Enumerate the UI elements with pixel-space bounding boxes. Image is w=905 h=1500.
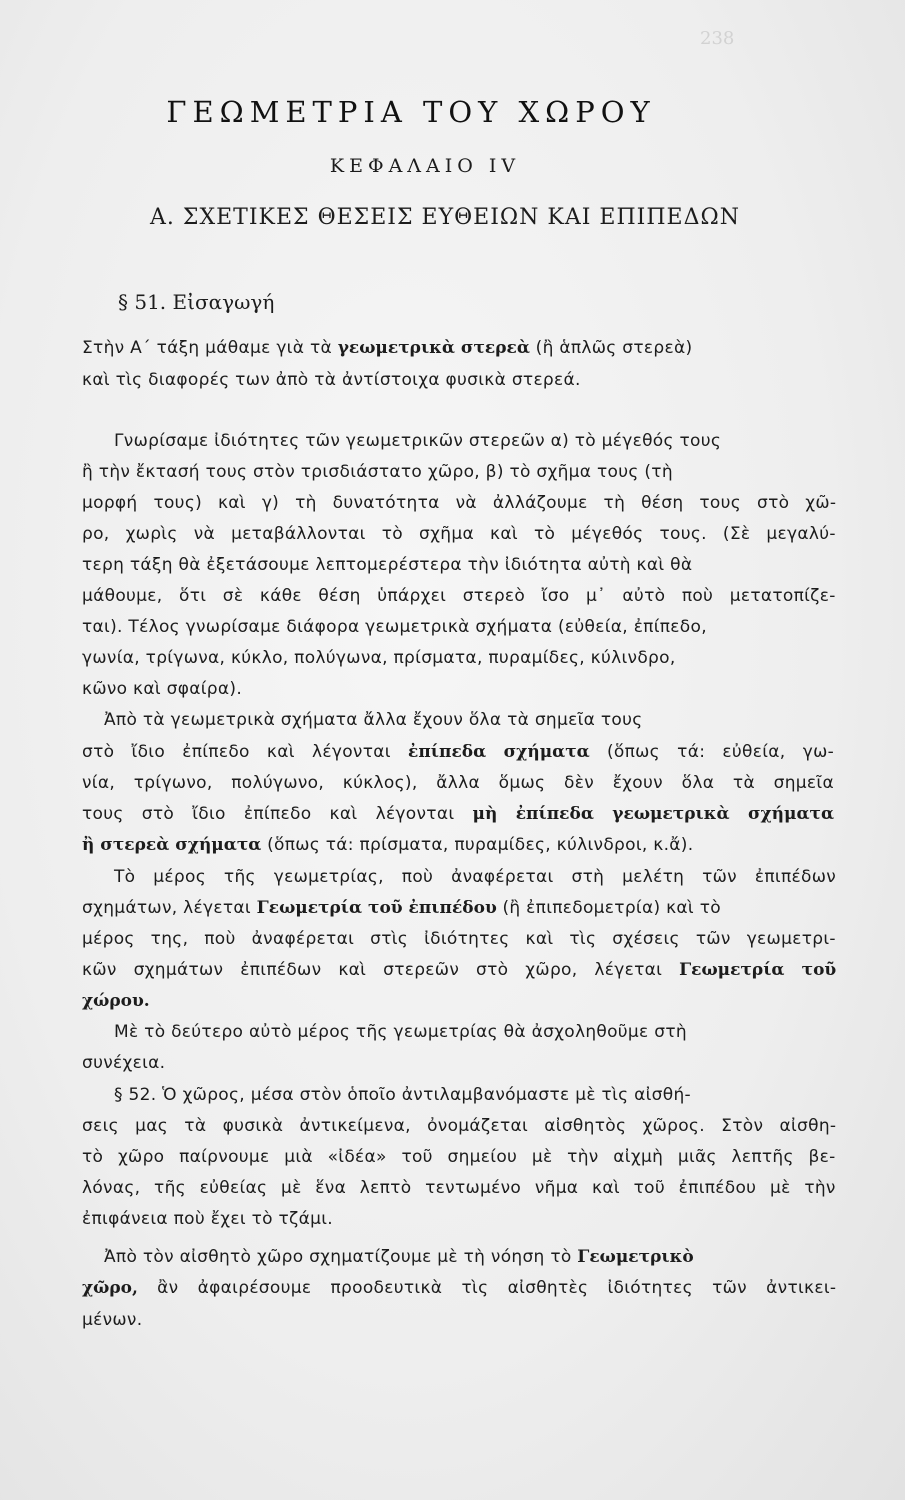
- text-run: Στὴν Α΄ τάξη μάθαμε γιὰ τὰ: [82, 338, 338, 358]
- text-run: κῶν σχημάτων ἐπιπέδων καὶ στερεῶν στὸ χῶρο, λέγεται: [82, 960, 680, 980]
- text-run: στὸ ἴδιο ἐπίπεδο καὶ λέγονται: [82, 742, 409, 762]
- text-line: [82, 462, 673, 482]
- text-line: [82, 1209, 333, 1229]
- text-line: [82, 773, 834, 793]
- text-line: [82, 555, 692, 575]
- text-run: μένων.: [82, 1310, 143, 1330]
- text-run: Ἀπὸ τὸν αἰσθητὸ χῶρο σχηματίζουμε μὲ τὴ νόηση τὸ: [104, 1247, 578, 1267]
- text-line: [82, 679, 242, 699]
- text-run: § 52. Ὁ χῶρος, μέσα στὸν ὁποῖο ἀντιλαμβανόμαστε μὲ τὶς αἰσθή-: [114, 1085, 691, 1105]
- text-run: (ἢ ἁπλῶς στερεὰ): [529, 338, 693, 358]
- text-line: [82, 960, 836, 980]
- text-run: ρο, χωρὶς νὰ μεταβάλλονται τὸ σχῆμα καὶ τὸ μέγεθός τους. (Σὲ μεγαλύ-: [82, 524, 836, 544]
- text-run: Τὸ μέρος τῆς γεωμετρίας, ποὺ ἀναφέρεται στὴ μελέτη τῶν ἐπιπέδων: [114, 867, 837, 887]
- text-run: ἢ τὴν ἔκτασή τους στὸν τρισδιάστατο χῶρο, β) τὸ σχῆμα τους (τὴ: [82, 462, 673, 482]
- text-line: [82, 370, 581, 390]
- text-run: τους στὸ ἴδιο ἐπίπεδο καὶ λέγονται: [82, 804, 473, 824]
- text-run: σεις μας τὰ φυσικὰ ἀντικείμενα, ὀνομάζεται αἰσθητὸς χῶρος. Στὸν αἰσθη-: [82, 1116, 837, 1136]
- text-run: μέρος της, ποὺ ἀναφέρεται στὶς ἰδιότητες καὶ τὶς σχέσεις τῶν γεωμετρι-: [82, 929, 836, 949]
- section-51-heading: § 51. Εἰσαγωγή: [118, 290, 275, 314]
- text-run: (ἢ ἐπιπεδομετρία) καὶ τὸ: [496, 898, 721, 918]
- text-run: λόνας, τῆς εὐθείας μὲ ἕνα λεπτὸ τεντωμένο νῆμα καὶ τοῦ ἐπιπέδου μὲ τὴν: [82, 1178, 836, 1198]
- text-line: [82, 1147, 836, 1167]
- text-run: γωνία, τρίγωνα, κύκλο, πολύγωνα, πρίσματα, πυραμίδες, κύλινδρο,: [82, 648, 676, 668]
- text-run: (ὅπως τά: εὐθεία, γω-: [589, 742, 835, 762]
- text-run: κῶνο καὶ σφαίρα).: [82, 679, 243, 699]
- text-line: [82, 835, 693, 855]
- emphasized-term: Γεωμετρία τοῦ: [679, 960, 837, 980]
- text-run: συνέχεια.: [82, 1053, 166, 1073]
- text-line: [104, 1247, 694, 1267]
- text-line: [82, 991, 150, 1011]
- text-line: [82, 898, 721, 918]
- text-run: τερη τάξη θὰ ἐξετάσουμε λεπτομερέστερα τὴν ἰδιότητα αὐτὴ καὶ θὰ: [82, 555, 693, 575]
- text-line: [82, 524, 836, 544]
- text-line: [82, 1116, 836, 1136]
- emphasized-term: χώρου.: [82, 991, 150, 1011]
- emphasized-term: μὴ ἐπίπεδα γεωμετρικὰ σχήματα: [472, 804, 835, 824]
- text-line: [82, 617, 707, 637]
- text-line: [104, 710, 643, 730]
- text-run: μάθουμε, ὅτι σὲ κάθε θέση ὑπάρχει στερεὸ ἴσο μ᾽ αὐτὸ ποὺ μετατοπίζε-: [82, 586, 836, 606]
- emphasized-term: γεωμετρικὰ στερεὰ: [337, 338, 530, 358]
- text-run: ται). Τέλος γνωρίσαμε διάφορα γεωμετρικὰ σχήματα (εὐθεία, ἐπίπεδο,: [82, 617, 707, 637]
- text-line: [114, 1085, 691, 1105]
- text-run: Μὲ τὸ δεύτερο αὐτὸ μέρος τῆς γεωμετρίας θὰ ἀσχοληθοῦμε στὴ: [114, 1022, 687, 1042]
- text-run: σχημάτων, λέγεται: [82, 898, 257, 918]
- text-line: [114, 1022, 687, 1042]
- text-run: τὸ χῶρο παίρνουμε μιὰ «ἰδέα» τοῦ σημείου μὲ τὴν αἰχμὴ μιᾶς λεπτῆς βε-: [82, 1147, 836, 1167]
- text-line: [82, 648, 676, 668]
- text-line: [82, 493, 836, 513]
- text-line: [82, 586, 836, 606]
- emphasized-term: ἢ στερεὰ σχήματα: [82, 835, 262, 855]
- text-run: νία, τρίγωνο, πολύγωνο, κύκλος), ἄλλα ὅμως δὲν ἔχουν ὅλα τὰ σημεῖα: [82, 773, 834, 793]
- text-run: (ὅπως τά: πρίσματα, πυραμίδες, κύλινδροι, κ.ἄ).: [261, 835, 694, 855]
- section-subtitle: Α. ΣΧΕΤΙΚΕΣ ΘΕΣΕΙΣ ΕΥΘΕΙΩΝ ΚΑΙ ΕΠΙΠΕΔΩΝ: [150, 205, 740, 230]
- emphasized-term: Γεωμετρία τοῦ ἐπιπέδου: [256, 898, 497, 918]
- text-line: [114, 431, 721, 451]
- page-title: ΓΕΩΜΕΤΡΙΑ ΤΟΥ ΧΩΡΟΥ: [166, 95, 656, 129]
- text-line: [82, 929, 836, 949]
- bleed-through-page-number: 238: [700, 28, 735, 49]
- text-run: Ἀπὸ τὰ γεωμετρικὰ σχήματα ἄλλα ἔχουν ὅλα τὰ σημεῖα τους: [104, 710, 643, 730]
- text-line: [82, 1310, 142, 1330]
- chapter-heading: ΚΕΦΑΛΑΙΟ IV: [329, 155, 521, 177]
- text-run: Γνωρίσαμε ἰδιότητες τῶν γεωμετρικῶν στερεῶν α) τὸ μέγεθός τους: [114, 431, 722, 451]
- text-line: [114, 867, 836, 887]
- text-run: ἐπιφάνεια ποὺ ἔχει τὸ τζάμι.: [82, 1209, 333, 1229]
- emphasized-term: ἐπίπεδα σχήματα: [408, 742, 590, 762]
- text-run: μορφή τους) καὶ γ) τὴ δυνατότητα νὰ ἀλλάζουμε τὴ θέση τους στὸ χῶ-: [82, 493, 837, 513]
- text-line: [82, 1053, 165, 1073]
- text-line: [82, 338, 692, 358]
- text-line: [82, 742, 834, 762]
- emphasized-term: χῶρο,: [82, 1278, 138, 1298]
- text-line: [82, 1178, 836, 1198]
- text-run: καὶ τὶς διαφορές των ἀπὸ τὰ ἀντίστοιχα φυσικὰ στερεά.: [82, 370, 581, 390]
- text-line: [82, 1278, 836, 1298]
- text-line: [82, 804, 834, 824]
- emphasized-term: Γεωμετρικὸ: [577, 1247, 694, 1267]
- text-run: ἂν ἀφαιρέσουμε προοδευτικὰ τὶς αἰσθητὲς ἰδιότητες τῶν ἀντικει-: [137, 1278, 837, 1298]
